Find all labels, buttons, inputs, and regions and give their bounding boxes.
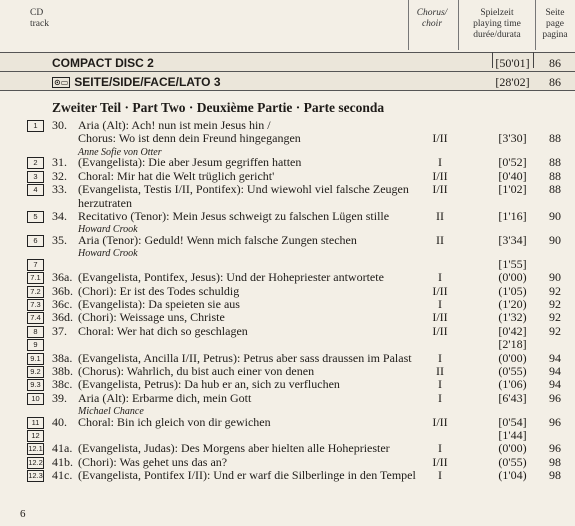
movement-number: 37.	[52, 323, 67, 338]
movement-title: (Evangelista, Ancilla I/II, Petrus): Petrus aber sass draussen im Palast	[78, 350, 412, 365]
compact-disc-time: [50'01]	[495, 56, 530, 70]
track-number-box: 9.3	[27, 379, 44, 391]
playing-time: (0'55)	[498, 363, 527, 378]
track-number-box: 9.2	[27, 366, 44, 378]
side-band	[0, 71, 575, 91]
chorus-indicator: I/II	[432, 131, 448, 146]
movement-title: (Chori): Weissage uns, Christe	[78, 310, 225, 325]
chorus-indicator: II	[436, 208, 444, 223]
movement-title: Aria (Alt): Erbarme dich, mein Gott	[78, 390, 252, 405]
section-title: Zweiter Teil · Part Two · Deuxième Partie · Parte seconda	[52, 100, 385, 115]
playing-time: [2'18]	[498, 337, 527, 352]
track-number-box: 7.4	[27, 312, 44, 324]
track-number-box: 6	[27, 235, 44, 247]
performer-name: Howard Crook	[78, 248, 138, 260]
movement-title: Choral: Bin ich gleich von dir gewichen	[78, 414, 271, 429]
movement-title: Choral: Wer hat dich so geschlagen	[78, 323, 248, 338]
page-number: 96	[549, 441, 561, 456]
compact-disc-band	[0, 52, 575, 72]
page-number: 90	[549, 270, 561, 285]
page-number: 98	[549, 468, 561, 483]
chorus-indicator: I	[438, 390, 442, 405]
playing-time: [6'43]	[498, 390, 527, 405]
movement-title: herzutraten	[78, 195, 132, 210]
movement-title: (Evangelista, Pontifex, Jesus): Und der Hohepriester antwortete	[78, 270, 384, 285]
movement-number: 36b.	[52, 283, 73, 298]
movement-title: (Chorus): Wahrlich, du bist auch einer von denen	[78, 363, 315, 378]
movement-title: (Evangelista, Pontifex I/II): Und er warf die Silberlinge in den Tempel	[78, 468, 416, 483]
playing-time: [1'44]	[498, 428, 527, 442]
track-number-box: 9.1	[27, 353, 44, 365]
playing-time: (0'00)	[498, 441, 527, 456]
track-number-box: 3	[27, 171, 44, 183]
track-number-box: 12.3	[28, 471, 43, 481]
header-playing-time-label: Spielzeit playing time durée/durata	[473, 8, 521, 40]
page-number: 92	[549, 323, 561, 338]
movement-number: 40.	[52, 414, 67, 429]
chorus-indicator: I/II	[432, 283, 448, 298]
chorus-indicator: II	[436, 232, 444, 247]
chorus-indicator: I	[438, 270, 442, 285]
movement-title: (Chori): Er ist des Todes schuldig	[78, 283, 240, 298]
chorus-indicator: I/II	[432, 414, 448, 429]
chorus-indicator: I/II	[432, 454, 448, 469]
playing-time: [0'42]	[498, 323, 527, 338]
movement-number: 34.	[52, 208, 67, 223]
movement-number: 36a.	[52, 270, 73, 285]
track-number-box: 7	[27, 259, 44, 271]
header-cd-track	[30, 8, 49, 30]
chorus-indicator: I	[438, 468, 442, 483]
movement-number: 35.	[52, 232, 67, 247]
header-cd-track-label: CD track	[30, 8, 49, 29]
playing-time: (1'05)	[498, 283, 527, 298]
performer-name: Michael Chance	[78, 406, 144, 418]
track-number-box: 9	[27, 339, 44, 351]
track-number-box: 10	[27, 393, 44, 405]
side-page: 86	[549, 75, 561, 89]
header-page-label: Seite page pagina	[542, 8, 568, 40]
cassette-icon: ⊙▭	[54, 78, 69, 87]
track-number-box: 2	[27, 157, 44, 169]
page-number: 94	[549, 363, 561, 378]
movement-title: Aria (Alt): Ach! nun ist mein Jesus hin /	[78, 118, 271, 132]
chorus-indicator: I	[438, 377, 442, 392]
track-number-box: 7.2	[27, 286, 44, 298]
playing-time: (0'55)	[498, 454, 527, 469]
column-divider	[458, 0, 459, 50]
playing-time: (1'04)	[498, 468, 527, 483]
movement-number: 31.	[52, 155, 67, 170]
header-page	[537, 8, 573, 41]
page-number: 92	[549, 310, 561, 325]
chorus-indicator: I	[438, 296, 442, 311]
performer-name: Anne Sofie von Otter	[78, 146, 162, 158]
chorus-indicator: II	[436, 363, 444, 378]
performer-name: Howard Crook	[78, 224, 138, 236]
chorus-indicator: I/II	[432, 310, 448, 325]
movement-number: 38a.	[52, 350, 73, 365]
side-time: [28'02]	[495, 75, 530, 89]
compact-disc-label: COMPACT DISC 2	[52, 56, 154, 70]
page-number: 90	[549, 208, 561, 223]
playing-time: [0'54]	[498, 414, 527, 429]
movement-title: (Evangelista): Da speieten sie aus	[78, 296, 240, 311]
chorus-indicator: I/II	[432, 182, 448, 197]
playing-time: (0'00)	[498, 270, 527, 285]
movement-number: 36c.	[52, 296, 73, 311]
movement-title: Recitativo (Tenor): Mein Jesus schweigt zu falschen Lügen stille	[78, 208, 390, 223]
page-number: 96	[549, 414, 561, 429]
track-number-box: 5	[27, 211, 44, 223]
movement-number: 38c.	[52, 377, 73, 392]
playing-time: (0'00)	[498, 350, 527, 365]
chorus-indicator: I	[438, 155, 442, 170]
column-divider	[535, 0, 536, 50]
movement-number: 41b.	[52, 454, 73, 469]
page-number: 88	[549, 131, 561, 146]
header-chorus	[410, 8, 454, 30]
track-number-box: 12.2	[28, 457, 43, 467]
playing-time: (1'06)	[498, 377, 527, 392]
movement-title: Choral: Mir hat die Welt trüglich gericht'	[78, 168, 275, 183]
movement-title: Aria (Tenor): Geduld! Wenn mich falsche Zungen stechen	[78, 232, 357, 247]
footer-page-number: 6	[20, 508, 26, 520]
track-number-box: 12	[27, 430, 44, 442]
playing-time: [3'30]	[498, 131, 527, 146]
movement-number: 39.	[52, 390, 67, 405]
chorus-indicator: I	[438, 350, 442, 365]
movement-number: 41a.	[52, 441, 73, 456]
track-number-box: 4	[27, 184, 44, 196]
page-number: 96	[549, 390, 561, 405]
chorus-indicator: I/II	[432, 168, 448, 183]
compact-disc-page: 86	[549, 56, 561, 70]
page-number: 88	[549, 168, 561, 183]
track-number-box: 8	[27, 326, 44, 338]
track-number-box: 12.1	[28, 444, 43, 454]
movement-number: 33.	[52, 182, 67, 197]
playing-time: [1'16]	[498, 208, 527, 223]
playing-time: [0'52]	[498, 155, 527, 170]
track-number-box: 7.1	[27, 272, 44, 284]
page-number: 92	[549, 296, 561, 311]
movement-title: (Evangelista): Die aber Jesum gegriffen hatten	[78, 155, 302, 170]
movement-number: 32.	[52, 168, 67, 183]
chorus-indicator: I/II	[432, 323, 448, 338]
chorus-indicator: I	[438, 441, 442, 456]
page-number: 88	[549, 155, 561, 170]
page-number: 88	[549, 182, 561, 197]
side-label: SEITE/SIDE/FACE/LATO 3	[74, 75, 221, 89]
track-number-box: 7.3	[27, 299, 44, 311]
playing-time: [3'34]	[498, 232, 527, 247]
page-number: 94	[549, 377, 561, 392]
playing-time: (1'20)	[498, 296, 527, 311]
header-chorus-label: Chorus/ choir	[416, 8, 448, 29]
movement-title: (Evangelista, Petrus): Da hub er an, sich zu verfluchen	[78, 377, 340, 392]
page-number: 98	[549, 454, 561, 469]
track-number-box: 1	[27, 120, 44, 132]
track-number-box: 11	[27, 417, 44, 429]
movement-number: 30.	[52, 118, 67, 132]
movement-number: 41c.	[52, 468, 73, 483]
page-number: 94	[549, 350, 561, 365]
page-number: 92	[549, 283, 561, 298]
page-number: 90	[549, 232, 561, 247]
movement-title: (Evangelista, Judas): Des Morgens aber hielten alle Hohepriester	[78, 441, 390, 456]
column-divider	[408, 0, 409, 50]
playing-time: (1'32)	[498, 310, 527, 325]
side-label-wrap	[52, 75, 221, 89]
movement-number: 38b.	[52, 363, 73, 378]
movement-title: (Chori): Was gehet uns das an?	[78, 454, 228, 469]
header-playing-time	[462, 8, 532, 41]
movement-title: (Evangelista, Testis I/II, Pontifex): Und wiewohl viel falsche Zeugen	[78, 182, 409, 197]
movement-number: 36d.	[52, 310, 73, 325]
playing-time: [0'40]	[498, 168, 527, 183]
playing-time: [1'55]	[498, 256, 527, 271]
movement-title: Chorus: Wo ist denn dein Freund hingegangen	[78, 131, 301, 146]
playing-time: [1'02]	[498, 182, 527, 197]
